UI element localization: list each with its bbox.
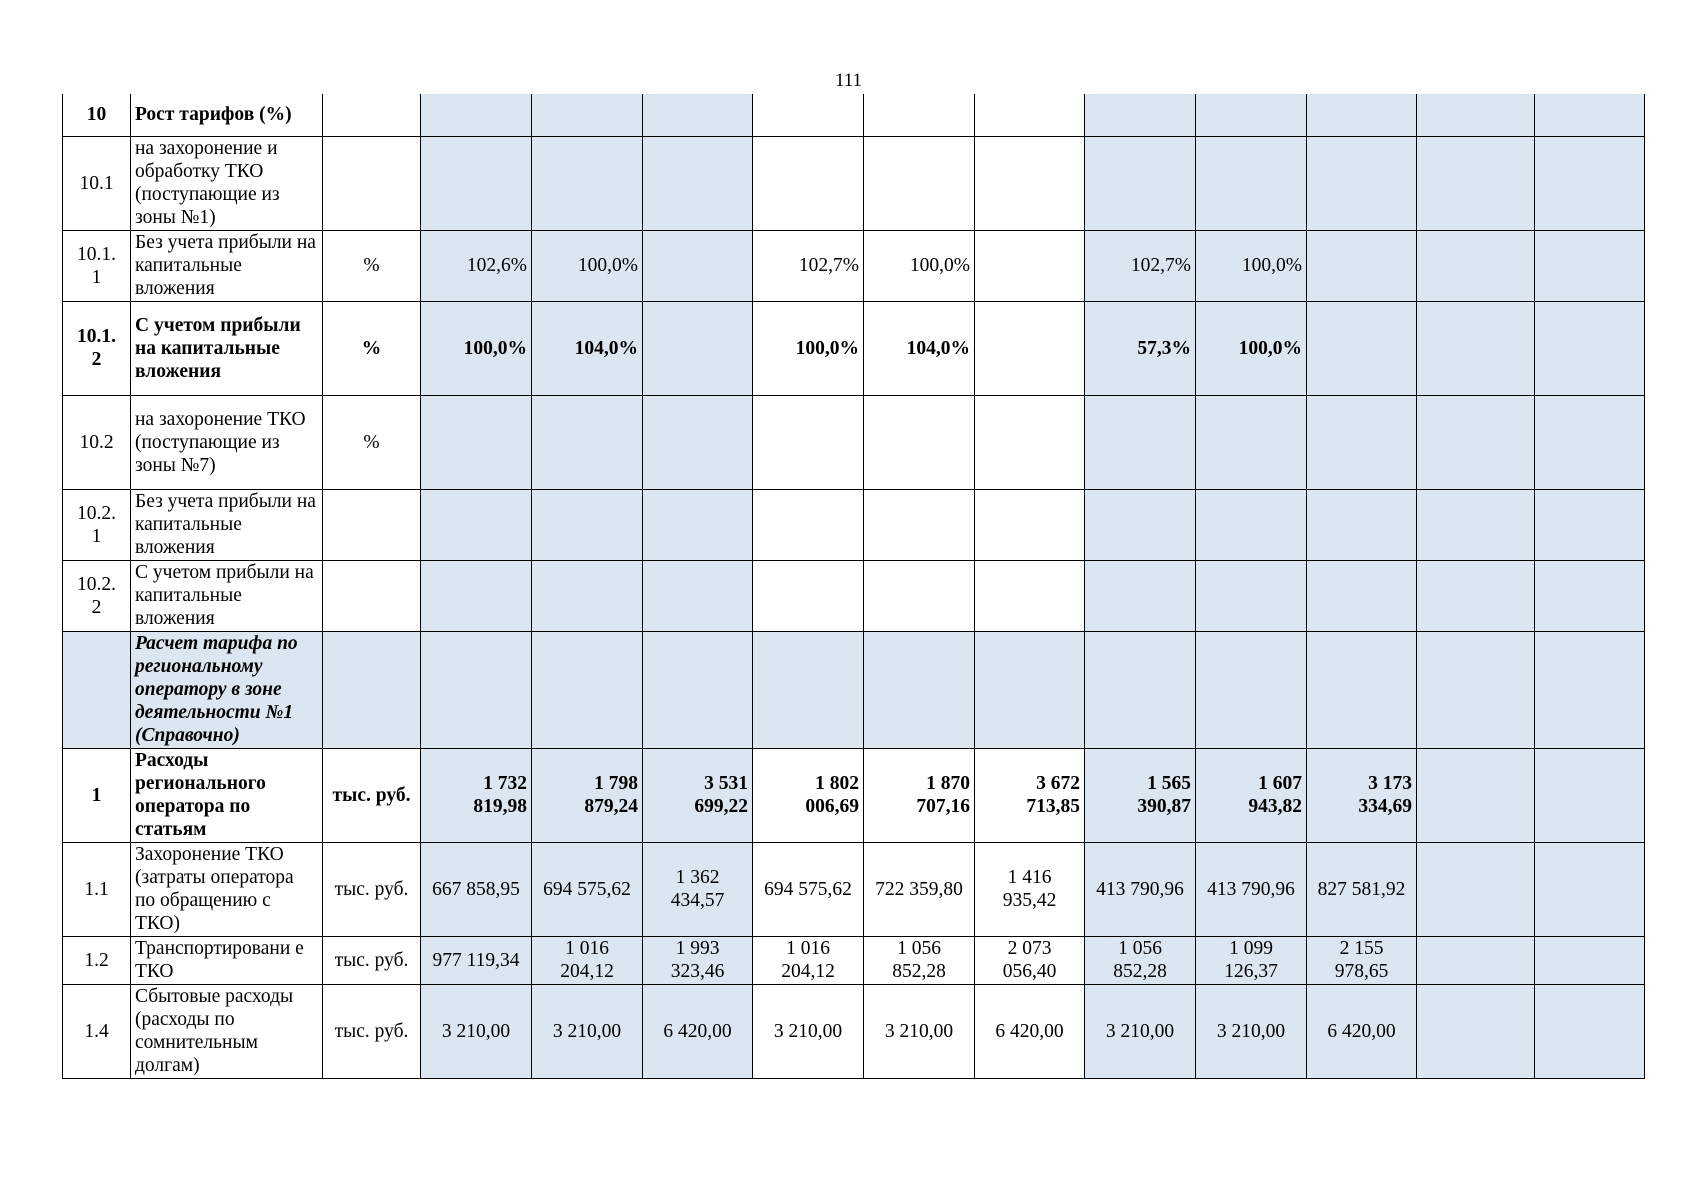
value-cell: [975, 560, 1085, 631]
value-cell: 6 420,00: [643, 984, 753, 1078]
value-cell: 100,0%: [1196, 301, 1307, 395]
value-cell: 413 790,96: [1085, 842, 1196, 936]
row-name: Расчет тарифа по региональному оператору в зоне деятельности №1 (Справочно): [131, 631, 323, 748]
value-cell: [532, 395, 643, 489]
row-name: Без учета прибыли на капитальные вложения: [131, 489, 323, 560]
value-cell: 100,0%: [864, 230, 975, 301]
table-row: [63, 230, 1645, 301]
value-cell: 3 210,00: [1196, 984, 1307, 1078]
row-name: Сбытовые расходы (расходы по сомнительным долгам): [131, 984, 323, 1078]
value-cell: [1417, 748, 1535, 842]
value-cell: 1 870 707,16: [864, 748, 975, 842]
value-cell: [975, 395, 1085, 489]
value-cell: [1196, 136, 1307, 230]
row-unit: [323, 489, 421, 560]
value-cell: [1535, 94, 1645, 136]
row-name: Без учета прибыли на капитальные вложения: [131, 230, 323, 301]
value-cell: 1 607 943,82: [1196, 748, 1307, 842]
value-cell: [643, 230, 753, 301]
value-cell: [1085, 395, 1196, 489]
value-cell: [1085, 94, 1196, 136]
table-row: [63, 842, 1645, 936]
value-cell: 1 016 204,12: [532, 936, 643, 984]
value-cell: [643, 301, 753, 395]
value-cell: [1307, 94, 1417, 136]
row-unit: %: [323, 301, 421, 395]
value-cell: [1307, 230, 1417, 301]
value-cell: 1 099 126,37: [1196, 936, 1307, 984]
row-number: 10: [63, 94, 131, 136]
table-row: [63, 489, 1645, 560]
value-cell: [975, 489, 1085, 560]
tariff-table: [62, 94, 1645, 1079]
value-cell: [1307, 136, 1417, 230]
value-cell: [1535, 395, 1645, 489]
value-cell: 667 858,95: [421, 842, 532, 936]
value-cell: [421, 94, 532, 136]
value-cell: [1196, 489, 1307, 560]
value-cell: 100,0%: [1196, 230, 1307, 301]
value-cell: [1417, 842, 1535, 936]
value-cell: 57,3%: [1085, 301, 1196, 395]
value-cell: 1 802 006,69: [753, 748, 864, 842]
value-cell: [643, 94, 753, 136]
value-cell: [643, 395, 753, 489]
table-row: [63, 395, 1645, 489]
row-number: 1.2: [63, 936, 131, 984]
value-cell: [753, 489, 864, 560]
value-cell: 977 119,34: [421, 936, 532, 984]
value-cell: [421, 395, 532, 489]
value-cell: [1085, 136, 1196, 230]
value-cell: [1535, 301, 1645, 395]
value-cell: 1 565 390,87: [1085, 748, 1196, 842]
value-cell: 3 173 334,69: [1307, 748, 1417, 842]
value-cell: [975, 94, 1085, 136]
value-cell: 1 056 852,28: [1085, 936, 1196, 984]
row-unit: тыс. руб.: [323, 842, 421, 936]
value-cell: 100,0%: [532, 230, 643, 301]
value-cell: 413 790,96: [1196, 842, 1307, 936]
row-name: Рост тарифов (%): [131, 94, 323, 136]
value-cell: [1196, 94, 1307, 136]
row-unit: [323, 136, 421, 230]
value-cell: [864, 94, 975, 136]
row-number: 10.1. 2: [63, 301, 131, 395]
row-name: С учетом прибыли на капитальные вложения: [131, 301, 323, 395]
value-cell: 3 210,00: [421, 984, 532, 1078]
value-cell: [1535, 936, 1645, 984]
value-cell: [643, 631, 753, 748]
row-number: 1.4: [63, 984, 131, 1078]
value-cell: 104,0%: [864, 301, 975, 395]
row-unit: тыс. руб.: [323, 984, 421, 1078]
value-cell: 2 073 056,40: [975, 936, 1085, 984]
value-cell: [643, 489, 753, 560]
value-cell: [1417, 489, 1535, 560]
table-row: [63, 94, 1645, 136]
row-unit: %: [323, 230, 421, 301]
value-cell: [532, 631, 643, 748]
value-cell: [421, 560, 532, 631]
value-cell: 1 016 204,12: [753, 936, 864, 984]
value-cell: [1535, 842, 1645, 936]
row-number: 10.2. 2: [63, 560, 131, 631]
value-cell: 3 210,00: [864, 984, 975, 1078]
value-cell: [753, 136, 864, 230]
row-number: [63, 631, 131, 748]
value-cell: [1307, 631, 1417, 748]
value-cell: [864, 489, 975, 560]
value-cell: 104,0%: [532, 301, 643, 395]
table-row: [63, 136, 1645, 230]
value-cell: [1535, 230, 1645, 301]
value-cell: [1535, 136, 1645, 230]
table-row: [63, 631, 1645, 748]
value-cell: [1417, 631, 1535, 748]
value-cell: [1535, 631, 1645, 748]
value-cell: 694 575,62: [753, 842, 864, 936]
value-cell: [1307, 489, 1417, 560]
row-name: на захоронение ТКО (поступающие из зоны №7): [131, 395, 323, 489]
value-cell: 1 056 852,28: [864, 936, 975, 984]
value-cell: [532, 136, 643, 230]
value-cell: 3 210,00: [532, 984, 643, 1078]
value-cell: [975, 136, 1085, 230]
value-cell: [1535, 984, 1645, 1078]
value-cell: [1535, 489, 1645, 560]
value-cell: 102,6%: [421, 230, 532, 301]
row-unit: [323, 631, 421, 748]
row-number: 10.1. 1: [63, 230, 131, 301]
table-row: [63, 560, 1645, 631]
value-cell: [1417, 301, 1535, 395]
row-unit: [323, 94, 421, 136]
row-unit: [323, 560, 421, 631]
value-cell: 3 531 699,22: [643, 748, 753, 842]
table-row: [63, 936, 1645, 984]
value-cell: [864, 631, 975, 748]
value-cell: 1 798 879,24: [532, 748, 643, 842]
value-cell: [864, 560, 975, 631]
value-cell: 1 416 935,42: [975, 842, 1085, 936]
value-cell: [532, 94, 643, 136]
value-cell: [1417, 94, 1535, 136]
value-cell: [975, 631, 1085, 748]
row-number: 1.1: [63, 842, 131, 936]
value-cell: [643, 136, 753, 230]
value-cell: [1085, 631, 1196, 748]
value-cell: 827 581,92: [1307, 842, 1417, 936]
value-cell: [1196, 631, 1307, 748]
value-cell: 100,0%: [753, 301, 864, 395]
value-cell: 694 575,62: [532, 842, 643, 936]
row-number: 10.1: [63, 136, 131, 230]
value-cell: [1417, 984, 1535, 1078]
value-cell: [421, 489, 532, 560]
table-row: [63, 984, 1645, 1078]
value-cell: [975, 301, 1085, 395]
value-cell: 3 210,00: [1085, 984, 1196, 1078]
row-unit: тыс. руб.: [323, 748, 421, 842]
value-cell: [1196, 395, 1307, 489]
value-cell: 1 362 434,57: [643, 842, 753, 936]
row-name: Захоронение ТКО (затраты оператора по обращению с ТКО): [131, 842, 323, 936]
row-number: 1: [63, 748, 131, 842]
value-cell: [1307, 301, 1417, 395]
row-name: Транспортировани е ТКО: [131, 936, 323, 984]
value-cell: [753, 94, 864, 136]
table-row: [63, 301, 1645, 395]
row-unit: тыс. руб.: [323, 936, 421, 984]
value-cell: [1085, 560, 1196, 631]
value-cell: [1535, 748, 1645, 842]
row-name: С учетом прибыли на капитальные вложения: [131, 560, 323, 631]
value-cell: [532, 489, 643, 560]
row-name: Расходы регионального оператора по статьям: [131, 748, 323, 842]
value-cell: [753, 560, 864, 631]
value-cell: [1417, 936, 1535, 984]
value-cell: [1196, 560, 1307, 631]
value-cell: 722 359,80: [864, 842, 975, 936]
row-unit: %: [323, 395, 421, 489]
value-cell: [1417, 230, 1535, 301]
table-row: [63, 748, 1645, 842]
value-cell: [753, 395, 864, 489]
value-cell: 100,0%: [421, 301, 532, 395]
value-cell: 3 672 713,85: [975, 748, 1085, 842]
value-cell: [1417, 560, 1535, 631]
value-cell: [753, 631, 864, 748]
value-cell: [421, 136, 532, 230]
row-number: 10.2. 1: [63, 489, 131, 560]
value-cell: [532, 560, 643, 631]
value-cell: 1 732 819,98: [421, 748, 532, 842]
row-number: 10.2: [63, 395, 131, 489]
row-name: на захоронение и обработку ТКО (поступающие из зоны №1): [131, 136, 323, 230]
value-cell: [643, 560, 753, 631]
value-cell: 102,7%: [1085, 230, 1196, 301]
value-cell: 6 420,00: [1307, 984, 1417, 1078]
value-cell: 1 993 323,46: [643, 936, 753, 984]
value-cell: 6 420,00: [975, 984, 1085, 1078]
value-cell: [1535, 560, 1645, 631]
value-cell: [864, 136, 975, 230]
value-cell: 3 210,00: [753, 984, 864, 1078]
value-cell: [864, 395, 975, 489]
value-cell: [1417, 136, 1535, 230]
value-cell: [1417, 395, 1535, 489]
value-cell: [1307, 395, 1417, 489]
value-cell: [421, 631, 532, 748]
value-cell: [1307, 560, 1417, 631]
page-number: 111: [834, 70, 863, 91]
value-cell: 2 155 978,65: [1307, 936, 1417, 984]
value-cell: 102,7%: [753, 230, 864, 301]
value-cell: [1085, 489, 1196, 560]
value-cell: [975, 230, 1085, 301]
